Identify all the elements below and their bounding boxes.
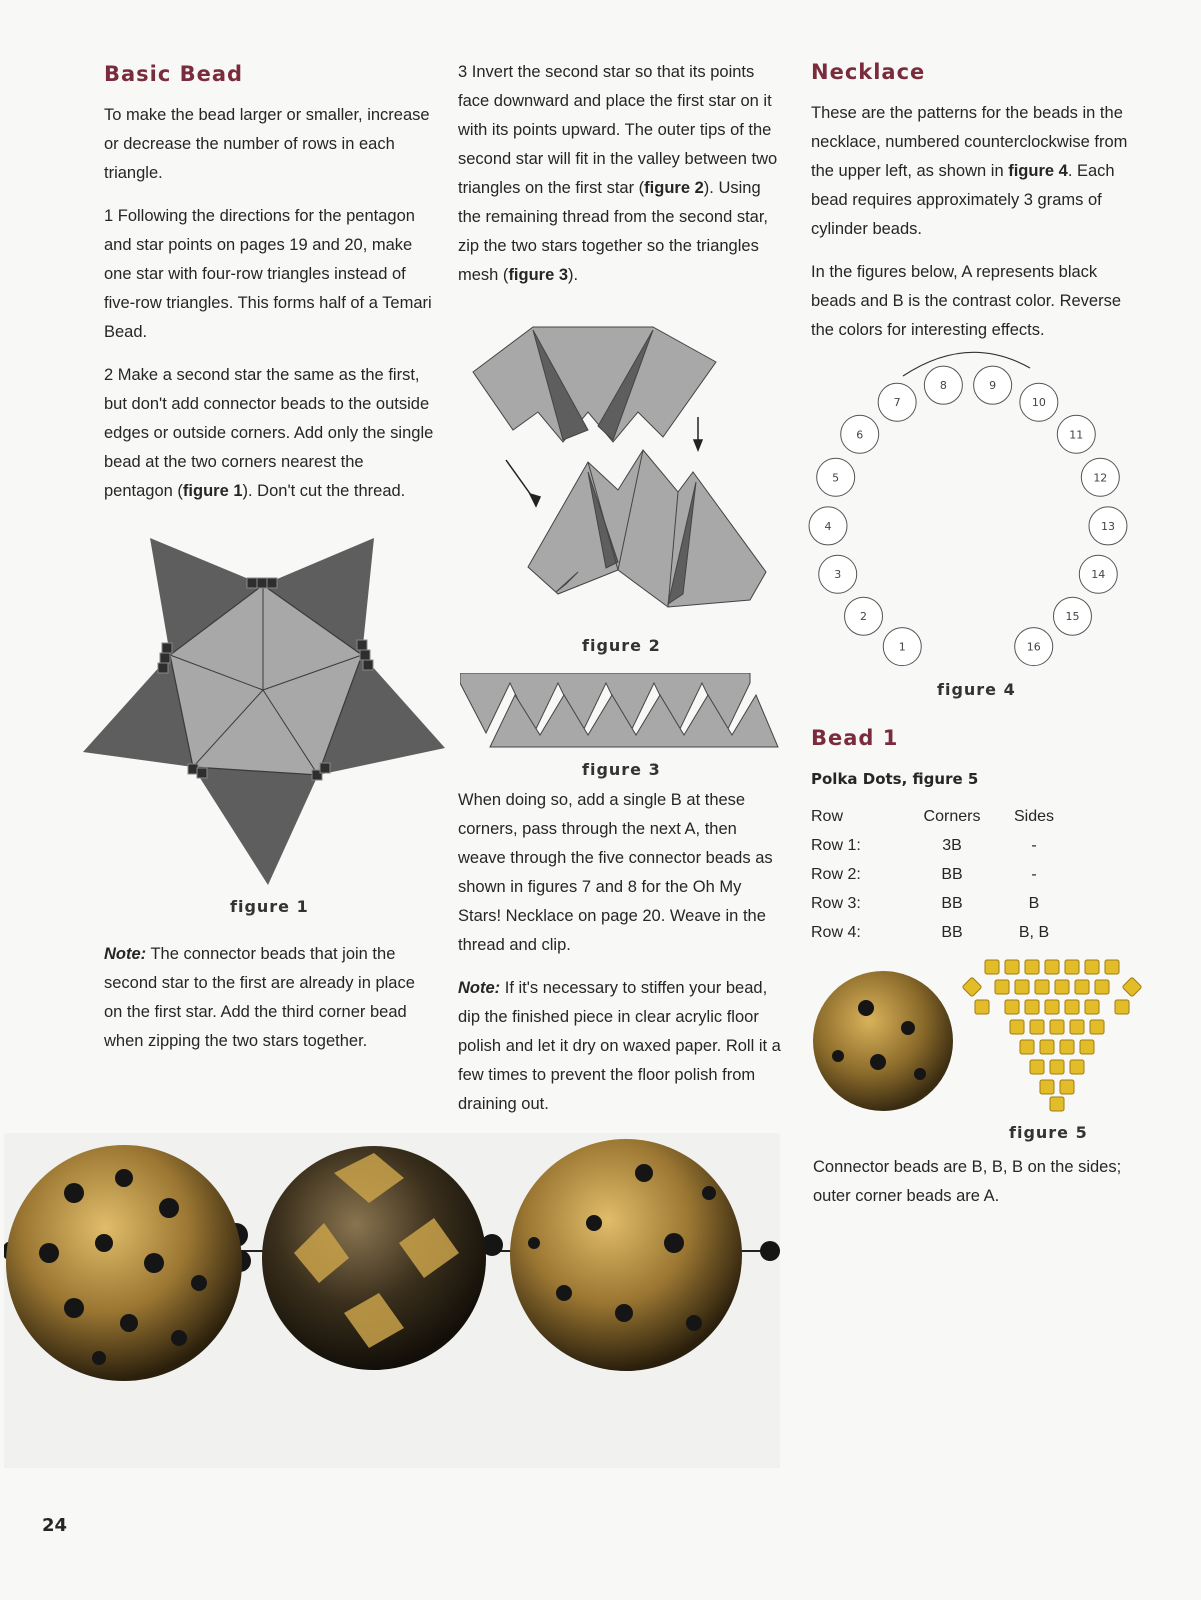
- pattern-bead: [1045, 1000, 1059, 1014]
- pattern-bead: [1025, 1000, 1039, 1014]
- pattern-table: [811, 802, 1069, 947]
- pattern-bead: [1090, 1020, 1104, 1034]
- figure1-ref: figure 1: [182, 482, 243, 500]
- pattern-bead: [1040, 1040, 1054, 1054]
- table-row: Row 1: 3B -: [811, 837, 1037, 854]
- necklace-bead: [1079, 555, 1117, 593]
- pattern-bead: [1030, 1020, 1044, 1034]
- figure2-caption: figure 2: [582, 636, 661, 655]
- figure4-caption: figure 4: [937, 680, 1016, 699]
- necklace-bead-number: 15: [1065, 610, 1080, 624]
- pattern-bead: [1070, 1060, 1084, 1074]
- pattern-bead: [1095, 980, 1109, 994]
- basic-bead-step2: 2 Make a second star the same as the first, but don't add connector beads to the outside edges or outside corners. Add only the single bead at the two corners nearest the pentagon (figure 1). Don't cut the thread.: [104, 366, 434, 500]
- note-text: If it's necessary to stiffen your bead, dip the finished piece in clear acrylic floor polish and let it dry on waxed paper. Roll it a few times to prevent the floor polish from draining out.: [458, 979, 781, 1113]
- basic-bead-intro: To make the bead larger or smaller, increase or decrease the number of rows in each triangle.: [104, 106, 430, 182]
- necklace-bead-number: 5: [832, 471, 840, 485]
- star-point: [193, 767, 318, 885]
- pattern-bead: [1020, 1040, 1034, 1054]
- pattern-bead: [1065, 1000, 1079, 1014]
- pattern-bead: [962, 977, 982, 997]
- figure4-ref: figure 4: [1008, 162, 1068, 180]
- necklace-bead: [974, 366, 1012, 404]
- necklace-bead: [1020, 383, 1058, 421]
- pattern-bead: [1050, 1060, 1064, 1074]
- necklace-bead-number: 9: [989, 379, 997, 393]
- bead-dark-pattern: [262, 1146, 486, 1370]
- table-header: Corners: [923, 808, 981, 825]
- necklace-heading: Necklace: [811, 60, 926, 84]
- necklace-bead-number: 16: [1026, 640, 1041, 654]
- pattern-bead: [985, 960, 999, 974]
- pattern-bead: [975, 1000, 989, 1014]
- necklace-bead-number: 13: [1100, 519, 1115, 533]
- necklace-bead-number: 14: [1091, 568, 1106, 582]
- necklace-bead: [878, 383, 916, 421]
- necklace-bead: [1081, 458, 1119, 496]
- necklace-bead: [1057, 415, 1095, 453]
- pattern-bead: [1055, 980, 1069, 994]
- pattern-bead: [995, 980, 1009, 994]
- bead1-heading: Bead 1: [811, 726, 899, 750]
- table-header: Sides: [1013, 808, 1055, 825]
- temari-beads-photo: [4, 1133, 780, 1468]
- figure5-caption: figure 5: [1009, 1123, 1088, 1142]
- left-column: [104, 60, 434, 520]
- necklace-bead: [1089, 507, 1127, 545]
- pattern-bead: [1060, 1040, 1074, 1054]
- step3: 3 Invert the second star so that its points face downward and place the first star on it with its points upward. The outer tips of the second star will fit in the valley between two triangles on the first star (figure 2). Using the remaining thread from the second star, zip the two stars together so the triangles mesh (figure 3).: [458, 63, 778, 284]
- necklace-bead-number: 6: [856, 428, 864, 442]
- note-text: The connector beads that join the second star to the first are already in place on the first star. Add the third corner bead when zipping the two stars together.: [104, 945, 415, 1050]
- necklace-bead: [845, 597, 883, 635]
- figure3-diagram: [460, 673, 780, 753]
- table-row: Row 3: BB B: [811, 895, 1040, 912]
- necklace-bead: [1053, 597, 1091, 635]
- necklace-bead: [809, 507, 847, 545]
- pattern-bead: [1122, 977, 1142, 997]
- bead-gold-dots: [510, 1139, 742, 1371]
- pattern-bead: [1085, 1000, 1099, 1014]
- figure1-star-diagram: [80, 530, 450, 890]
- pattern-bead: [1080, 1040, 1094, 1054]
- pattern-title: Polka Dots, figure 5: [811, 770, 979, 788]
- pattern-bead: [1005, 1000, 1019, 1014]
- pattern-bead: [1015, 980, 1029, 994]
- zip-instructions: When doing so, add a single B at these corners, pass through the next A, then weave through the five connector beads as shown in figures 7 and 8 for the Oh My Stars! Necklace on page 20. Weave in the thread and clip.: [458, 791, 773, 954]
- necklace-bead: [1015, 628, 1053, 666]
- table-row: Row 2: BB -: [811, 866, 1037, 883]
- necklace-bead-number: 8: [939, 379, 947, 393]
- pattern-bead: [1065, 960, 1079, 974]
- necklace-bead-number: 11: [1069, 428, 1084, 442]
- bead1-section: [811, 724, 1141, 947]
- necklace-bead-number: 1: [898, 640, 906, 654]
- middle-column: [458, 58, 788, 304]
- pattern-bead: [1005, 960, 1019, 974]
- figure5-bead-photo: [808, 966, 958, 1116]
- pattern-bead: [1010, 1020, 1024, 1034]
- basic-bead-heading: Basic Bead: [104, 62, 244, 86]
- table-header: Row: [811, 808, 844, 825]
- figure4-necklace-diagram: [808, 338, 1138, 678]
- necklace-bead-number: 12: [1093, 471, 1108, 485]
- figure3-ref: figure 3: [508, 266, 569, 284]
- figure2-ref: figure 2: [644, 179, 704, 197]
- necklace-bead-number: 3: [834, 568, 842, 582]
- pattern-bead: [1035, 980, 1049, 994]
- lower-star-shape: [528, 450, 766, 607]
- figure3-caption: figure 3: [582, 760, 661, 779]
- pattern-bead: [1030, 1060, 1044, 1074]
- necklace-bead-number: 7: [893, 396, 901, 410]
- pattern-bead: [1075, 980, 1089, 994]
- necklace-cord: [903, 352, 1030, 376]
- pattern-bead: [1115, 1000, 1129, 1014]
- closing-text: [813, 1153, 1143, 1225]
- figure1-caption: figure 1: [230, 897, 309, 916]
- pattern-bead: [1040, 1080, 1054, 1094]
- pattern-bead: [1050, 1097, 1064, 1111]
- page-number: 24: [42, 1515, 68, 1536]
- table-row: Row 4: BB B, B: [811, 924, 1050, 941]
- figure2-diagram: [468, 322, 768, 634]
- pattern-bead: [1105, 960, 1119, 974]
- connector-note: Connector beads are B, B, B on the sides; outer corner beads are A.: [813, 1158, 1122, 1205]
- pattern-bead: [1045, 960, 1059, 974]
- pattern-bead: [1025, 960, 1039, 974]
- necklace-bead: [883, 628, 921, 666]
- necklace-p1: These are the patterns for the beads in the necklace, numbered counterclockwise from the upper left, as shown in figure 4. Each bead requires approximately 3 grams of cylinder beads.: [811, 104, 1128, 238]
- bead-leopard: [6, 1145, 242, 1381]
- necklace-bead-number: 4: [824, 519, 832, 533]
- figure5-pattern-diagram: [955, 955, 1145, 1115]
- necklace-bead: [817, 458, 855, 496]
- table-header-row: [811, 802, 1069, 831]
- left-note: [104, 940, 434, 1070]
- necklace-p2: In the figures below, A represents black beads and B is the contrast color. Reverse the colors for interesting effects.: [811, 263, 1122, 339]
- upper-star-shape: [473, 327, 716, 442]
- pattern-bead: [1050, 1020, 1064, 1034]
- note-label: Note:: [104, 945, 147, 963]
- right-column: [811, 58, 1141, 359]
- middle-continued: [458, 786, 788, 1133]
- basic-bead-step1: 1 Following the directions for the pentagon and star points on pages 19 and 20, make one star with four-row triangles instead of five-row triangles. This forms half of a Temari Bead.: [104, 207, 432, 341]
- pattern-bead: [1070, 1020, 1084, 1034]
- necklace-bead: [841, 415, 879, 453]
- note-label: Note:: [458, 979, 501, 997]
- necklace-bead: [819, 555, 857, 593]
- pattern-bead: [1060, 1080, 1074, 1094]
- necklace-bead: [924, 366, 962, 404]
- pattern-bead: [1085, 960, 1099, 974]
- necklace-bead-number: 10: [1031, 396, 1046, 410]
- necklace-bead-number: 2: [860, 610, 868, 624]
